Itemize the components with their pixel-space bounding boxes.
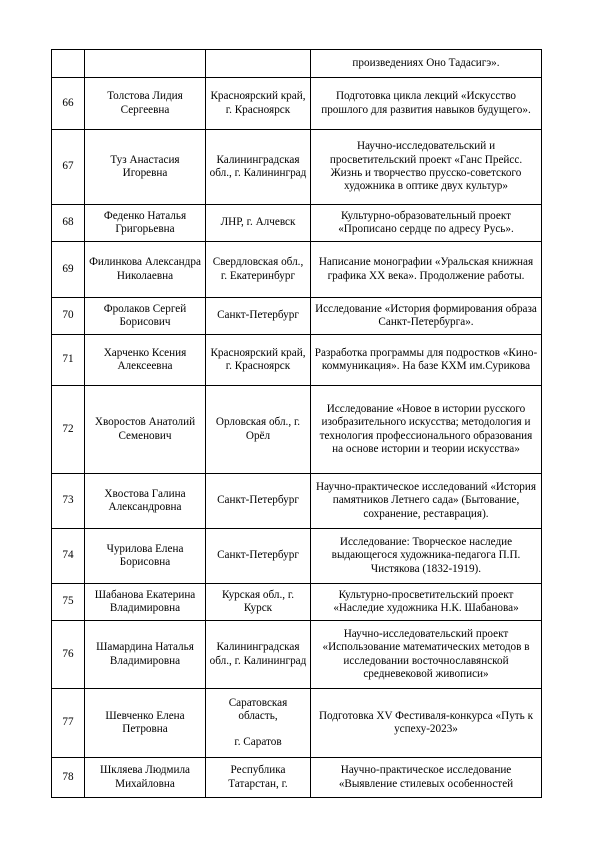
row-number: 73 — [52, 474, 85, 529]
project-description: Исследование «Новое в истории русского изобразительного искусства; методология и технология профессионального образования на основе истории и теории искусства» — [311, 386, 542, 474]
project-description: Культурно-просветительский проект «Наследие художника Н.К. Шабанова» — [311, 584, 542, 621]
region: Санкт-Петербург — [206, 529, 311, 584]
row-number: 78 — [52, 758, 85, 798]
region: Калининградская обл., г. Калининград — [206, 130, 311, 205]
row-number: 74 — [52, 529, 85, 584]
table-row — [52, 335, 542, 386]
region: Калининградская обл., г. Калининград — [206, 621, 311, 689]
project-description: Подготовка цикла лекций «Искусство прошлого для развития навыков будущего». — [311, 78, 542, 130]
row-number: 66 — [52, 78, 85, 130]
table-row — [52, 78, 542, 130]
project-description: Научно-практическое исследований «История памятников Летнего сада» (Бытование, сохранение, реставрация). — [311, 474, 542, 529]
participant-name: Шамардина Наталья Владимировна — [85, 621, 206, 689]
region: Свердловская обл., г. Екатеринбург — [206, 242, 311, 298]
participant-name: Чурилова Елена Борисовна — [85, 529, 206, 584]
table-row — [52, 50, 542, 78]
participant-name: Шабанова Екатерина Владимировна — [85, 584, 206, 621]
table-row — [52, 474, 542, 529]
row-number: 69 — [52, 242, 85, 298]
participant-name: Шкляева Людмила Михайловна — [85, 758, 206, 798]
project-description: Написание монографии «Уральская книжная графика ХХ века». Продолжение работы. — [311, 242, 542, 298]
participant-name: Хворостов Анатолий Семенович — [85, 386, 206, 474]
row-number: 68 — [52, 205, 85, 242]
project-description: Разработка программы для подростков «Кино-коммуникация». На базе КХМ им.Сурикова — [311, 335, 542, 386]
table-row — [52, 621, 542, 689]
project-description: Научно-исследовательский проект «Использование математических методов в исследовании восточнославянской средневековой живописи» — [311, 621, 542, 689]
row-number: 67 — [52, 130, 85, 205]
row-number: 70 — [52, 298, 85, 335]
region — [206, 689, 311, 758]
participant-name: Феденко Наталья Григорьевна — [85, 205, 206, 242]
region: Красноярский край, г. Красноярск — [206, 335, 311, 386]
row-number: 76 — [52, 621, 85, 689]
table-row — [52, 386, 542, 474]
project-description: Подготовка XV Фестиваля-конкурса «Путь к успеху-2023» — [311, 689, 542, 758]
grants-table — [51, 49, 542, 798]
participant-name: Харченко Ксения Алексеевна — [85, 335, 206, 386]
region: ЛНР, г. Алчевск — [206, 205, 311, 242]
project-description: Культурно-образовательный проект «Прописано сердце по адресу Русь». — [311, 205, 542, 242]
region: Санкт-Петербург — [206, 298, 311, 335]
project-description: Научно-исследовательский и просветительский проект «Ганс Прейсс. Жизнь и творчество прусско-советского художника в оптике двух культур» — [311, 130, 542, 205]
region: Красноярский край, г. Красноярск — [206, 78, 311, 130]
region — [206, 50, 311, 78]
region-line: Саратовская область, — [228, 696, 288, 722]
region: Орловская обл., г. Орёл — [206, 386, 311, 474]
participant-name — [85, 50, 206, 78]
row-number: 75 — [52, 584, 85, 621]
region: Санкт-Петербург — [206, 474, 311, 529]
participant-name: Туз Анастасия Игоревна — [85, 130, 206, 205]
project-description: Исследование: Творческое наследие выдающегося художника-педагога П.П. Чистякова (1832-1919). — [311, 529, 542, 584]
table-row — [52, 584, 542, 621]
table-row — [52, 130, 542, 205]
table-row — [52, 298, 542, 335]
table-row — [52, 242, 542, 298]
region-line: г. Саратов — [234, 736, 282, 749]
table-row — [52, 529, 542, 584]
table-row — [52, 758, 542, 798]
participant-name: Шевченко Елена Петровна — [85, 689, 206, 758]
row-number: 71 — [52, 335, 85, 386]
region: Курская обл., г. Курск — [206, 584, 311, 621]
participant-name: Фролаков Сергей Борисович — [85, 298, 206, 335]
project-description: Научно-практическое исследование «Выявление стилевых особенностей — [311, 758, 542, 798]
table-row — [52, 205, 542, 242]
project-description: произведениях Оно Тадасигэ». — [311, 50, 542, 78]
participant-name: Толстова Лидия Сергеевна — [85, 78, 206, 130]
region: Республика Татарстан, г. — [206, 758, 311, 798]
project-description: Исследование «История формирования образа Санкт-Петербурга». — [311, 298, 542, 335]
row-number: 77 — [52, 689, 85, 758]
row-number — [52, 50, 85, 78]
participant-name: Хвостова Галина Александровна — [85, 474, 206, 529]
table-row — [52, 689, 542, 758]
row-number: 72 — [52, 386, 85, 474]
participant-name: Филинкова Александра Николаевна — [85, 242, 206, 298]
